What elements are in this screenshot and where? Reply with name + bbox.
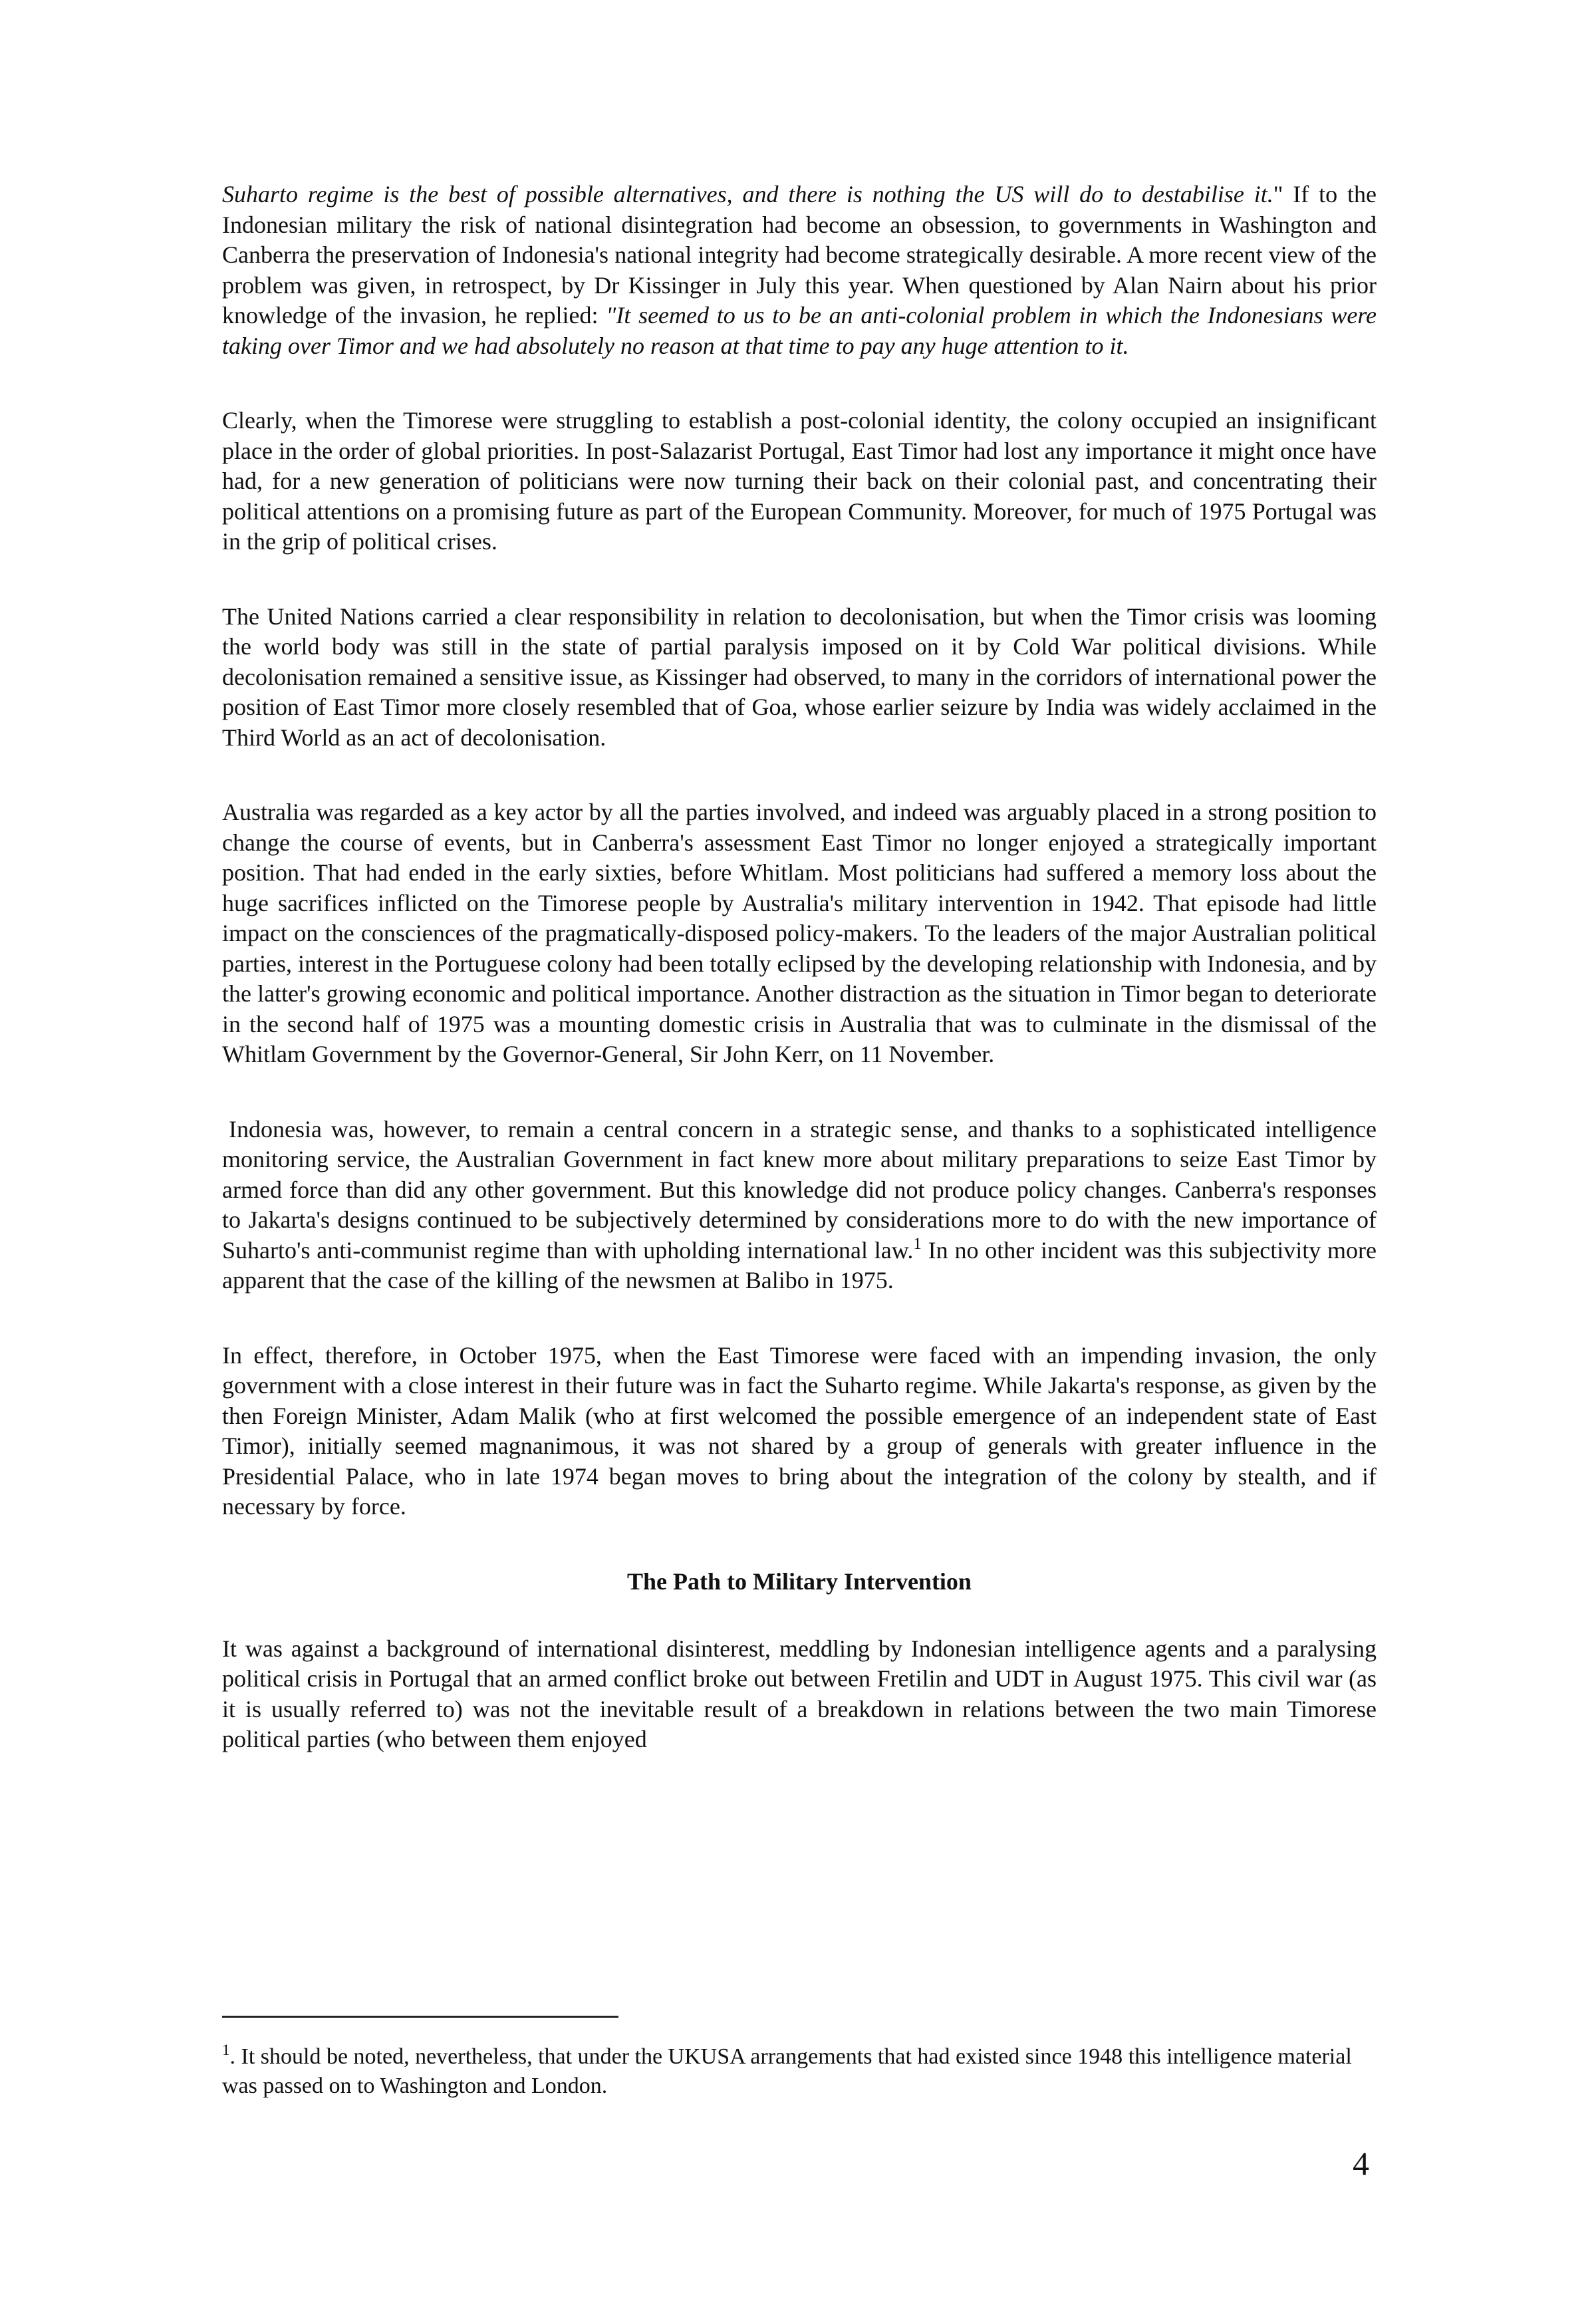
section-heading: The Path to Military Intervention — [627, 1567, 972, 1595]
paragraph — [222, 1634, 1377, 1755]
paragraph-text: The United Nations carried a clear responsibility in relation to decolonisation, but when the Timor crisis was looming the world body was still in the state of partial paralysis imposed on it by Cold War political divisions. While decolonisation remained a sensitive issue, as Kissinger had observed, to many in the corridors of international power the position of East Timor more closely resembled that of Goa, whose earlier seizure by India was widely acclaimed in the Third World as an act of decolonisation. — [222, 603, 1377, 751]
paragraph — [222, 406, 1377, 557]
paragraph — [222, 1341, 1377, 1522]
paragraph — [222, 797, 1377, 1070]
footnote-text: . It should be noted, nevertheless, that under the UKUSA arrangements that had existed since 1948 this intelligence material was passed on to Washington and London. — [222, 2044, 1352, 2098]
paragraph — [222, 602, 1377, 753]
italic-quote: Suharto regime is the best of possible alternatives, and there is nothing the US will do to destabilise it. — [222, 181, 1273, 207]
footnote — [222, 2042, 1377, 2101]
paragraph-text: It was against a background of international disinterest, meddling by Indonesian intelligence agents and a paralysing political crisis in Portugal that an armed conflict broke out between Fretilin and UDT in August 1975. This civil war (as it is usually referred to) was not the inevitable result of a breakdown in relations between the two main Timorese political parties (who between them enjoyed — [222, 1635, 1377, 1752]
footnote-divider — [222, 2016, 618, 2018]
paragraph-text: " If to the Indonesian military the risk of national disintegration had become an obsession, to governments in Washington and Canberra the preservation of Indonesia's national integrity had become strategically desirable. A more recent view of the problem was given, in retrospect, by Dr Kissinger in July this year. When questioned by Alan Nairn about his prior knowledge of the invasion, he replied: — [222, 181, 1377, 329]
paragraph-text: In no other incident was this subjectivity more apparent that the case of the killing of the newsmen at Balibo in 1975. — [222, 1236, 1377, 1293]
paragraph-text: Clearly, when the Timorese were struggling to establish a post-colonial identity, the colony occupied an insignificant place in the order of global priorities. In post-Salazarist Portugal, East Timor had lost any importance it might once have had, for a new generation of politicians were now turning their back on their colonial past, and concentrating their political attentions on a promising future as part of the European Community. Moreover, for much of 1975 Portugal was in the grip of political crises. — [222, 407, 1377, 555]
paragraph-text: In effect, therefore, in October 1975, when the East Timorese were faced with an impending invasion, the only government with a close interest in their future was in fact the Suharto regime. While Jakarta's response, as given by the then Foreign Minister, Adam Malik (who at first welcomed the possible emergence of an independent state of East Timor), initially seemed magnanimous, it was not shared by a group of generals with greater influence in the Presidential Palace, who in late 1974 began moves to bring about the integration of the colony by stealth, and if necessary by force. — [222, 1341, 1377, 1520]
footnote-reference: 1 — [913, 1234, 922, 1253]
paragraph-text: Indonesia was, however, to remain a central concern in a strategic sense, and thanks to a sophisticated intelligence monitoring service, the Australian Government in fact knew more about military preparations to seize East Timor by armed force than did any other government. But this knowledge did not produce policy changes. Canberra's responses to Jakarta's designs continued to be subjectively determined by considerations more to do with the new importance of Suharto's anti-communist regime than with upholding international law. — [222, 1115, 1377, 1264]
paragraph — [222, 180, 1377, 361]
document-body — [222, 180, 1377, 1800]
paragraph — [222, 1115, 1377, 1296]
page-number: 4 — [1353, 2145, 1369, 2182]
italic-quote: "It seemed to us to be an anti-colonial problem in which the Indonesians were taking over Timor and we had absolutely no reason at that time to pay any huge attention to it. — [222, 302, 1377, 359]
paragraph-text: Australia was regarded as a key actor by all the parties involved, and indeed was arguably placed in a strong position to change the course of events, but in Canberra's assessment East Timor no longer enjoyed a strategically important position. That had ended in the early sixties, before Whitlam. Most politicians had suffered a memory loss about the huge sacrifices inflicted on the Timorese people by Australia's military intervention in 1942. That episode had little impact on the consciences of the pragmatically-disposed policy-makers. To the leaders of the major Australian political parties, interest in the Portuguese colony had been totally eclipsed by the developing relationship with Indonesia, and by the latter's growing economic and political importance. Another distraction as the situation in Timor began to deteriorate in the second half of 1975 was a mounting domestic crisis in Australia that was to culminate in the dismissal of the Whitlam Government by the Governor-General, Sir John Kerr, on 11 November. — [222, 799, 1377, 1067]
footnote-marker: 1 — [222, 2042, 230, 2058]
